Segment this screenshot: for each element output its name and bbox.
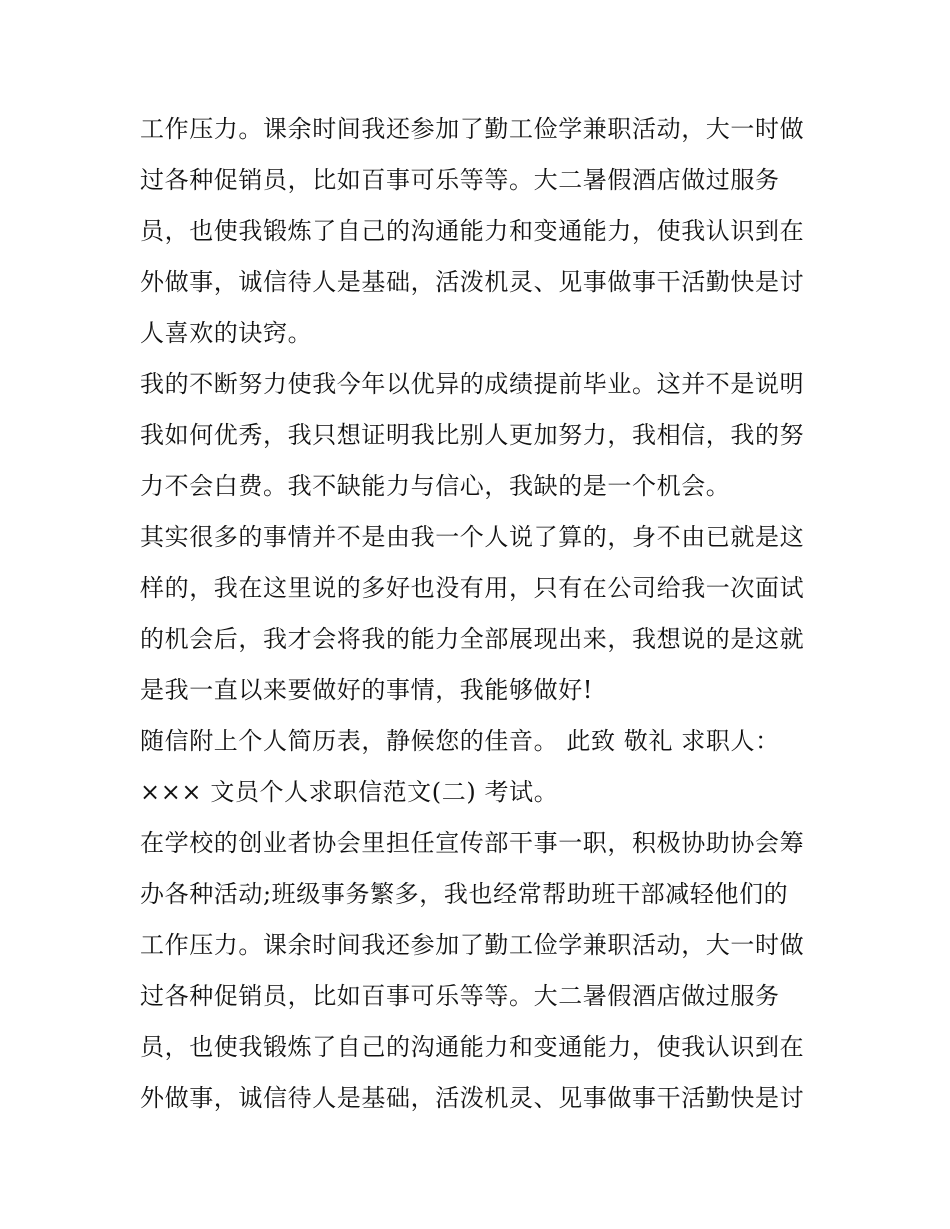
text-line: ××× 文员个人求职信范文(二) 考试。 [140,778,559,806]
text-line: 样的，我在这里说的多好也没有用，只有在公司给我一次面试 [140,574,805,602]
text-line: 我的不断努力使我今年以优异的成绩提前毕业。这并不是说明 [140,370,805,398]
text-line: 人喜欢的诀窍。 [140,319,313,347]
text-line: 过各种促销员，比如百事可乐等等。大二暑假酒店做过服务 [140,166,780,194]
text-line: 员，也使我锻炼了自己的沟通能力和变通能力，使我认识到在 [140,1033,805,1061]
body-text [140,104,820,1124]
text-line: 在学校的创业者协会里担任宣传部干事一职，积极协助协会筹 [140,829,805,857]
text-line: 办各种活动;班级事务繁多，我也经常帮助班干部减轻他们的 [140,880,789,908]
text-line: 外做事，诚信待人是基础，活泼机灵、见事做事干活勤快是讨 [140,1084,805,1112]
text-line: 的机会后，我才会将我的能力全部展现出来，我想说的是这就 [140,625,805,653]
text-line: 随信附上个人简历表，静候您的佳音。 此致 敬礼 求职人： [140,727,780,755]
text-line: 过各种促销员，比如百事可乐等等。大二暑假酒店做过服务 [140,982,780,1010]
text-line: 工作压力。课余时间我还参加了勤工俭学兼职活动，大一时做 [140,115,805,143]
text-line: 员，也使我锻炼了自己的沟通能力和变通能力，使我认识到在 [140,217,805,245]
text-line: 我如何优秀，我只想证明我比别人更加努力，我相信，我的努 [140,421,805,449]
text-line: 外做事，诚信待人是基础，活泼机灵、见事做事干活勤快是讨 [140,268,805,296]
text-line: 工作压力。课余时间我还参加了勤工俭学兼职活动，大一时做 [140,931,805,959]
text-line: 是我一直以来要做好的事情，我能够做好! [140,676,594,704]
text-line: 其实很多的事情并不是由我一个人说了算的，身不由已就是这 [140,523,805,551]
text-line: 力不会白费。我不缺能力与信心，我缺的是一个机会。 [140,472,731,500]
